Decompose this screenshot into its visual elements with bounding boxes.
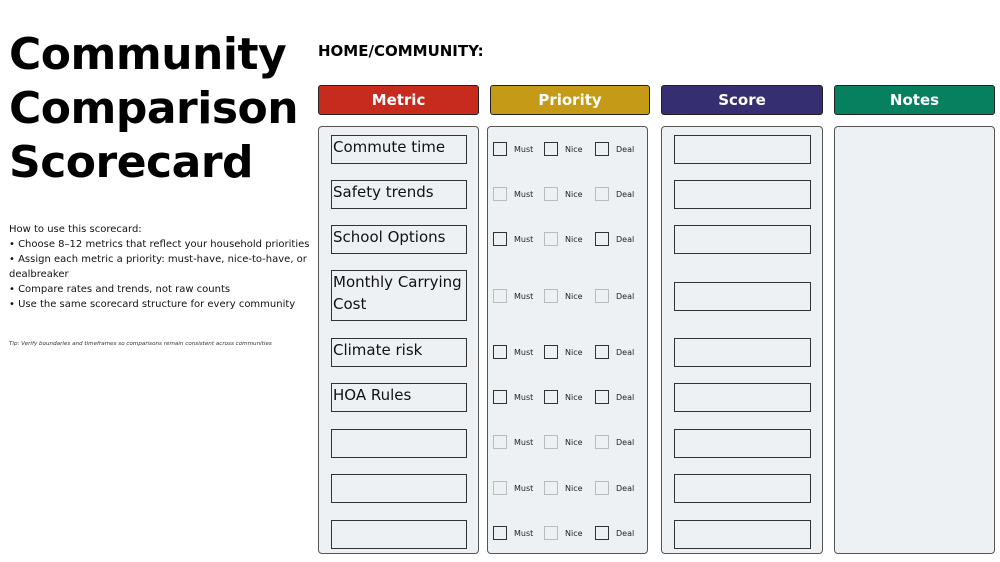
deal-label: Deal	[616, 234, 635, 244]
instruction-item: • Choose 8–12 metrics that reflect your household priorities	[9, 239, 310, 250]
title-line-1: Community	[9, 29, 287, 80]
deal-label: Deal	[616, 483, 635, 493]
score-panel	[661, 126, 823, 554]
home-community-label: HOME/COMMUNITY:	[318, 42, 484, 60]
deal-checkbox[interactable]	[595, 435, 609, 449]
nice-label: Nice	[565, 291, 583, 301]
deal-checkbox[interactable]	[595, 289, 609, 303]
metric-field[interactable]	[331, 520, 467, 549]
deal-checkbox[interactable]	[595, 390, 609, 404]
nice-label: Nice	[565, 528, 583, 538]
deal-label: Deal	[616, 189, 635, 199]
deal-checkbox[interactable]	[595, 142, 609, 156]
score-field[interactable]	[674, 180, 811, 209]
metric-field[interactable]: HOA Rules	[331, 383, 467, 412]
must-checkbox[interactable]	[493, 187, 507, 201]
priority-row	[493, 288, 643, 304]
deal-checkbox[interactable]	[595, 345, 609, 359]
instruction-item: • Use the same scorecard structure for every community	[9, 299, 296, 310]
must-label: Must	[514, 291, 534, 301]
priority-row	[493, 186, 643, 202]
title-line-2: Comparison	[9, 83, 299, 134]
instruction-item: • Compare rates and trends, not raw counts	[9, 284, 231, 295]
metric-field[interactable]: School Options	[331, 225, 467, 254]
must-label: Must	[514, 528, 534, 538]
nice-label: Nice	[565, 347, 583, 357]
metric-panel	[318, 126, 479, 554]
deal-checkbox[interactable]	[595, 481, 609, 495]
nice-checkbox[interactable]	[544, 187, 558, 201]
notes-field[interactable]	[834, 126, 995, 554]
nice-label: Nice	[565, 483, 583, 493]
metric-field[interactable]: Monthly Carrying Cost	[331, 270, 467, 321]
priority-row	[493, 525, 643, 541]
metric-field[interactable]	[331, 429, 467, 458]
must-checkbox[interactable]	[493, 142, 507, 156]
priority-column-header: Priority	[490, 85, 650, 115]
score-column-header: Score	[661, 85, 823, 115]
nice-label: Nice	[565, 437, 583, 447]
score-field[interactable]	[674, 282, 811, 311]
nice-label: Nice	[565, 392, 583, 402]
nice-checkbox[interactable]	[544, 142, 558, 156]
instructions-heading: How to use this scorecard:	[9, 224, 142, 235]
deal-checkbox[interactable]	[595, 526, 609, 540]
nice-checkbox[interactable]	[544, 345, 558, 359]
must-checkbox[interactable]	[493, 390, 507, 404]
nice-checkbox[interactable]	[544, 289, 558, 303]
priority-row	[493, 231, 643, 247]
priority-row	[493, 344, 643, 360]
tip-text: Tip: Verify boundaries and timeframes so comparisons remain consistent across communities	[9, 341, 272, 347]
deal-checkbox[interactable]	[595, 232, 609, 246]
deal-label: Deal	[616, 392, 635, 402]
nice-label: Nice	[565, 144, 583, 154]
score-field[interactable]	[674, 225, 811, 254]
metric-field[interactable]: Safety trends	[331, 180, 467, 209]
deal-label: Deal	[616, 144, 635, 154]
metric-field[interactable]	[331, 474, 467, 503]
deal-checkbox[interactable]	[595, 187, 609, 201]
deal-label: Deal	[616, 437, 635, 447]
instructions	[9, 222, 311, 312]
metric-field[interactable]: Climate risk	[331, 338, 467, 367]
priority-panel	[487, 126, 648, 554]
must-checkbox[interactable]	[493, 345, 507, 359]
must-label: Must	[514, 437, 534, 447]
must-checkbox[interactable]	[493, 289, 507, 303]
priority-row	[493, 141, 643, 157]
score-field[interactable]	[674, 474, 811, 503]
must-label: Must	[514, 392, 534, 402]
page-title	[9, 28, 309, 190]
nice-label: Nice	[565, 234, 583, 244]
priority-row	[493, 480, 643, 496]
nice-checkbox[interactable]	[544, 526, 558, 540]
title-line-3: Scorecard	[9, 137, 254, 188]
score-field[interactable]	[674, 338, 811, 367]
nice-checkbox[interactable]	[544, 435, 558, 449]
must-checkbox[interactable]	[493, 435, 507, 449]
metric-field[interactable]: Commute time	[331, 135, 467, 164]
priority-row	[493, 434, 643, 450]
nice-label: Nice	[565, 189, 583, 199]
score-field[interactable]	[674, 429, 811, 458]
instruction-item: • Assign each metric a priority: must-have, nice-to-have, or dealbreaker	[9, 254, 307, 280]
must-label: Must	[514, 234, 534, 244]
nice-checkbox[interactable]	[544, 390, 558, 404]
must-label: Must	[514, 483, 534, 493]
score-field[interactable]	[674, 520, 811, 549]
score-field[interactable]	[674, 383, 811, 412]
must-label: Must	[514, 144, 534, 154]
must-checkbox[interactable]	[493, 526, 507, 540]
nice-checkbox[interactable]	[544, 481, 558, 495]
must-label: Must	[514, 347, 534, 357]
must-label: Must	[514, 189, 534, 199]
metric-column-header: Metric	[318, 85, 479, 115]
deal-label: Deal	[616, 291, 635, 301]
priority-row	[493, 389, 643, 405]
nice-checkbox[interactable]	[544, 232, 558, 246]
must-checkbox[interactable]	[493, 232, 507, 246]
must-checkbox[interactable]	[493, 481, 507, 495]
deal-label: Deal	[616, 528, 635, 538]
deal-label: Deal	[616, 347, 635, 357]
notes-column-header: Notes	[834, 85, 995, 115]
score-field[interactable]	[674, 135, 811, 164]
